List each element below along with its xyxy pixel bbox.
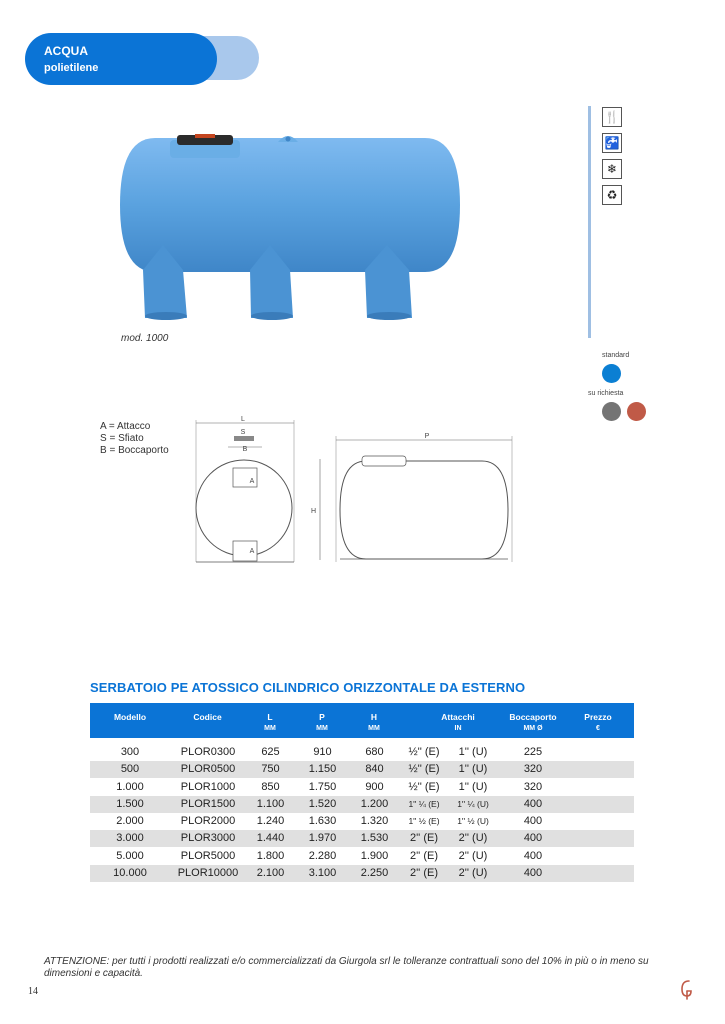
cell-modello: 1.500 bbox=[116, 798, 144, 810]
header-prezzo-label: Prezzo bbox=[584, 712, 612, 722]
cell-att-e: 1'' ½ (E) bbox=[408, 816, 440, 826]
header-attacchi-unit: IN bbox=[454, 725, 462, 732]
header-h-unit: MM bbox=[368, 725, 380, 732]
cell-p: 2.280 bbox=[308, 850, 337, 862]
tap-icon: 🚰 bbox=[602, 133, 622, 153]
table-row bbox=[90, 779, 634, 796]
cell-codice: PLOR0300 bbox=[180, 746, 236, 758]
cell-l: 1.440 bbox=[256, 832, 285, 844]
cell-bocc: 320 bbox=[523, 763, 543, 775]
cell-modello: 1.000 bbox=[116, 781, 144, 793]
legend-sfiato: S = Sfiato bbox=[100, 433, 144, 444]
cell-l: 850 bbox=[261, 781, 280, 793]
cell-modello: 10.000 bbox=[113, 867, 147, 879]
standard-label: standard bbox=[602, 352, 630, 359]
header-l bbox=[255, 711, 285, 735]
table-row bbox=[90, 744, 634, 761]
table-header bbox=[90, 703, 634, 738]
category-title: ACQUA bbox=[44, 44, 88, 58]
header-modello: Modello bbox=[113, 712, 147, 722]
cell-bocc: 400 bbox=[523, 850, 543, 862]
footer-note: ATTENZIONE: per tutti i prodotti realizzati e/o commercializzati da Giurgola srl le tolleranze contrattuali sono del 10% in più o in meno su dimensioni e capacità. bbox=[44, 956, 649, 979]
header-attacchi bbox=[408, 711, 508, 735]
cell-p: 1.520 bbox=[308, 798, 337, 810]
header-l-label: L bbox=[267, 712, 273, 722]
cell-l: 750 bbox=[261, 763, 280, 775]
header-h-label: H bbox=[370, 712, 378, 722]
cell-att-u: 2'' (U) bbox=[458, 850, 488, 862]
cell-att-e: ½'' (E) bbox=[408, 781, 440, 793]
cell-att-e: 2'' (E) bbox=[409, 832, 439, 844]
header-l-unit: MM bbox=[264, 725, 276, 732]
cell-modello: 5.000 bbox=[116, 850, 144, 862]
company-logo bbox=[677, 978, 697, 1000]
cell-modello: 300 bbox=[120, 746, 140, 758]
cell-att-u: 1'' (U) bbox=[458, 781, 488, 793]
header-codice: Codice bbox=[193, 712, 222, 722]
legend-boccaporto: B = Boccaporto bbox=[100, 445, 169, 456]
table-row bbox=[90, 848, 634, 865]
cell-h: 1.530 bbox=[360, 832, 389, 844]
header-boccaporto-unit: MM Ø bbox=[523, 725, 543, 732]
dim-label-p: P bbox=[424, 433, 430, 440]
cell-bocc: 400 bbox=[523, 815, 543, 827]
cell-codice: PLOR3000 bbox=[180, 832, 236, 844]
cell-p: 1.970 bbox=[308, 832, 337, 844]
cell-modello: 500 bbox=[120, 763, 140, 775]
cell-codice: PLOR2000 bbox=[180, 815, 236, 827]
cell-bocc: 400 bbox=[523, 867, 543, 879]
cell-h: 1.200 bbox=[360, 798, 389, 810]
cell-att-e: 2'' (E) bbox=[409, 850, 439, 862]
legend-attacco: A = Attacco bbox=[100, 421, 151, 432]
cell-h: 2.250 bbox=[360, 867, 389, 879]
photo-caption: mod. 1000 bbox=[121, 333, 169, 344]
food-safe-icon: 🍴 bbox=[602, 107, 622, 127]
cell-modello: 2.000 bbox=[116, 815, 144, 827]
cell-codice: PLOR1500 bbox=[180, 798, 236, 810]
header-p bbox=[307, 711, 337, 735]
table-row bbox=[90, 865, 634, 882]
cell-p: 1.630 bbox=[308, 815, 337, 827]
cell-codice: PLOR0500 bbox=[180, 763, 236, 775]
header-boccaporto-label: Boccaporto bbox=[509, 712, 557, 722]
cell-h: 680 bbox=[365, 746, 384, 758]
red-color-swatch bbox=[627, 402, 646, 421]
recycle-icon: ♻ bbox=[602, 185, 622, 205]
header-prezzo bbox=[576, 711, 620, 735]
cell-att-e: ½'' (E) bbox=[408, 746, 440, 758]
cell-codice: PLOR10000 bbox=[177, 867, 239, 879]
header-p-label: P bbox=[319, 712, 325, 722]
tank-photo bbox=[115, 130, 465, 330]
cell-codice: PLOR5000 bbox=[180, 850, 236, 862]
dim-label-a2: A bbox=[249, 548, 255, 555]
cell-att-e: ½'' (E) bbox=[408, 763, 440, 775]
cell-h: 1.320 bbox=[360, 815, 389, 827]
cell-codice: PLOR1000 bbox=[180, 781, 236, 793]
cell-att-u: 1'' ¼ (U) bbox=[457, 799, 489, 809]
cell-modello: 3.000 bbox=[116, 832, 144, 844]
page-number: 14 bbox=[28, 986, 38, 997]
dim-label-b: B bbox=[242, 446, 248, 453]
table-title: SERBATOIO PE ATOSSICO CILINDRICO ORIZZONTALE DA ESTERNO bbox=[90, 680, 526, 695]
cell-l: 1.100 bbox=[256, 798, 285, 810]
cell-att-e: 2'' (E) bbox=[409, 867, 439, 879]
header-prezzo-unit: € bbox=[596, 725, 600, 732]
table-row bbox=[90, 796, 634, 813]
material-subtitle: polietilene bbox=[44, 62, 99, 74]
cell-p: 910 bbox=[313, 746, 332, 758]
technical-drawing bbox=[190, 412, 530, 572]
cell-l: 1.240 bbox=[256, 815, 285, 827]
dim-label-s: S bbox=[240, 429, 246, 436]
cell-att-u: 2'' (U) bbox=[458, 832, 488, 844]
cell-h: 1.900 bbox=[360, 850, 389, 862]
cell-bocc: 400 bbox=[523, 798, 543, 810]
header-pill bbox=[25, 33, 217, 85]
on-request-label: su richiesta bbox=[588, 390, 624, 397]
grey-color-swatch bbox=[602, 402, 621, 421]
cell-att-u: 1'' (U) bbox=[458, 763, 488, 775]
cell-p: 1.750 bbox=[308, 781, 337, 793]
header-p-unit: MM bbox=[316, 725, 328, 732]
cell-l: 1.800 bbox=[256, 850, 285, 862]
table-row bbox=[90, 761, 634, 778]
cell-h: 840 bbox=[365, 763, 384, 775]
cell-bocc: 320 bbox=[523, 781, 543, 793]
dim-label-a1: A bbox=[249, 478, 255, 485]
cell-bocc: 400 bbox=[523, 832, 543, 844]
header-boccaporto bbox=[498, 711, 568, 735]
table-row bbox=[90, 813, 634, 830]
cell-p: 1.150 bbox=[308, 763, 337, 775]
cell-l: 2.100 bbox=[256, 867, 285, 879]
cell-att-u: 2'' (U) bbox=[458, 867, 488, 879]
dim-label-l: L bbox=[241, 416, 245, 423]
cell-att-e: 1'' ¼ (E) bbox=[408, 799, 440, 809]
cell-h: 900 bbox=[365, 781, 384, 793]
dim-label-h: H bbox=[310, 508, 316, 515]
sidebar-divider bbox=[588, 106, 591, 338]
cell-p: 3.100 bbox=[308, 867, 337, 879]
header-attacchi-label: Attacchi bbox=[441, 712, 475, 722]
frost-icon: ❄ bbox=[602, 159, 622, 179]
cell-att-u: 1'' (U) bbox=[458, 746, 488, 758]
standard-color-swatch bbox=[602, 364, 621, 383]
table-row bbox=[90, 830, 634, 847]
cell-bocc: 225 bbox=[523, 746, 543, 758]
cell-att-u: 1'' ½ (U) bbox=[457, 816, 489, 826]
cell-l: 625 bbox=[261, 746, 280, 758]
header-h bbox=[359, 711, 389, 735]
